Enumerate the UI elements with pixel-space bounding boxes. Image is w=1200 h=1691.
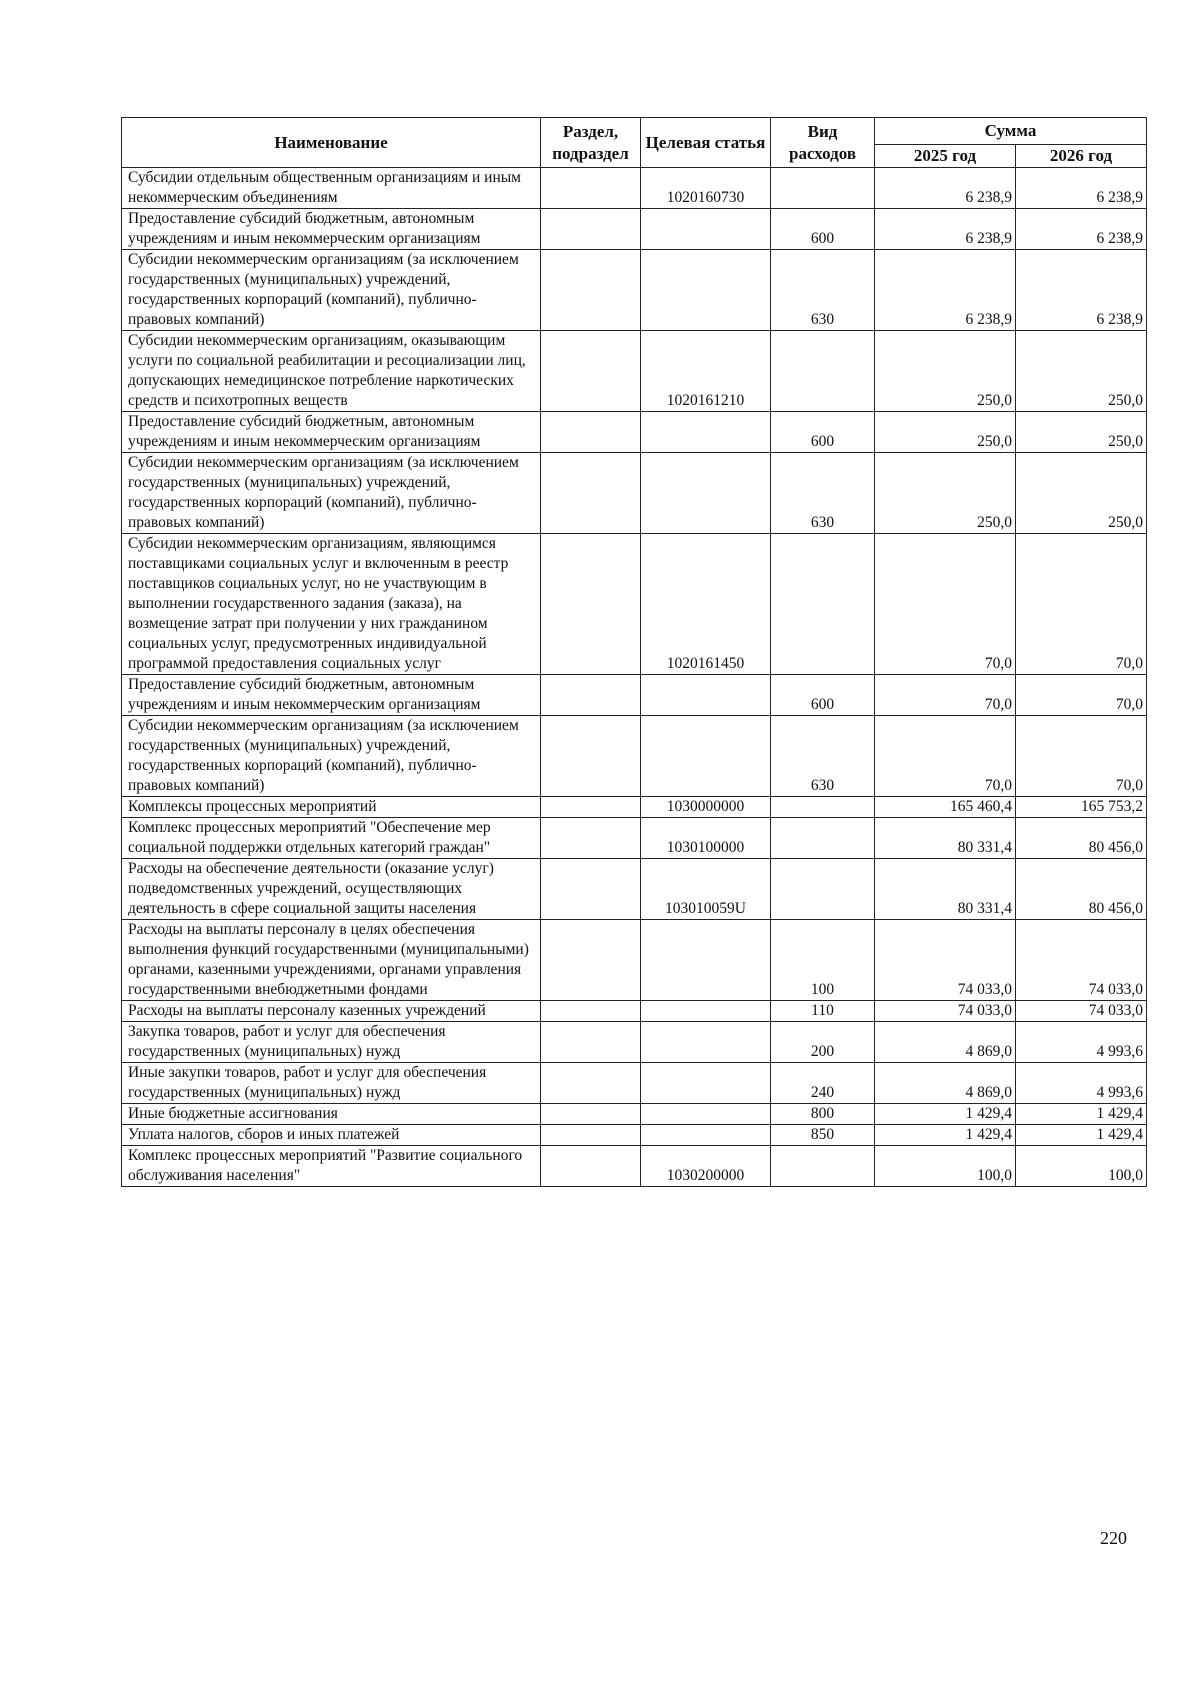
cell-target-article (641, 675, 771, 716)
cell-sum-2025: 70,0 (875, 716, 1016, 797)
cell-sum-2026: 1 429,4 (1016, 1104, 1147, 1125)
cell-sum-2026: 6 238,9 (1016, 168, 1147, 209)
cell-target-article: 1020161450 (641, 534, 771, 675)
cell-name: Расходы на выплаты персоналу казенных учреждений (122, 1001, 541, 1022)
cell-expense-type: 110 (771, 1001, 875, 1022)
table-row (122, 1146, 1147, 1187)
cell-target-article: 1030200000 (641, 1146, 771, 1187)
cell-name: Иные бюджетные ассигнования (122, 1104, 541, 1125)
cell-sum-2026: 74 033,0 (1016, 1001, 1147, 1022)
cell-name: Комплексы процессных мероприятий (122, 797, 541, 818)
cell-section (541, 412, 641, 453)
cell-target-article (641, 920, 771, 1001)
cell-section (541, 859, 641, 920)
cell-name: Закупка товаров, работ и услуг для обеспечения государственных (муниципальных) нужд (122, 1022, 541, 1063)
cell-section (541, 209, 641, 250)
cell-section (541, 1146, 641, 1187)
cell-section (541, 1104, 641, 1125)
cell-target-article (641, 1022, 771, 1063)
cell-expense-type: 100 (771, 920, 875, 1001)
cell-section (541, 1022, 641, 1063)
cell-section (541, 250, 641, 331)
cell-name: Субсидии некоммерческим организациям (за исключением государственных (муниципальных) учреждений, государственных корпораций (компаний), публично-правовых компаний) (122, 453, 541, 534)
cell-sum-2025: 70,0 (875, 534, 1016, 675)
table-row (122, 1125, 1147, 1146)
header-sum: Сумма (875, 118, 1147, 145)
table-row (122, 209, 1147, 250)
cell-section (541, 797, 641, 818)
table-row (122, 453, 1147, 534)
cell-expense-type: 800 (771, 1104, 875, 1125)
cell-section (541, 818, 641, 859)
cell-section (541, 1063, 641, 1104)
cell-sum-2026: 70,0 (1016, 716, 1147, 797)
cell-target-article: 1030000000 (641, 797, 771, 818)
cell-target-article (641, 1063, 771, 1104)
cell-name: Субсидии некоммерческим организациям (за исключением государственных (муниципальных) учреждений, государственных корпораций (компаний), публично-правовых компаний) (122, 716, 541, 797)
cell-target-article (641, 1104, 771, 1125)
cell-sum-2025: 6 238,9 (875, 209, 1016, 250)
cell-target-article: 1020160730 (641, 168, 771, 209)
cell-target-article: 1030100000 (641, 818, 771, 859)
cell-sum-2025: 80 331,4 (875, 859, 1016, 920)
table-row (122, 675, 1147, 716)
cell-sum-2025: 6 238,9 (875, 168, 1016, 209)
cell-name: Субсидии некоммерческим организациям, являющимся поставщиками социальных услуг и включенным в реестр поставщиков социальных услуг, но не участвующим в выполнении государственного задания (заказа), на возмещение затрат при получении у них гражданином социальных услуг, предусмотренных индивидуальной программой предоставления социальных услуг (122, 534, 541, 675)
cell-target-article (641, 1125, 771, 1146)
table-row (122, 1104, 1147, 1125)
cell-sum-2025: 250,0 (875, 453, 1016, 534)
table-row (122, 797, 1147, 818)
cell-target-article (641, 1001, 771, 1022)
cell-name: Предоставление субсидий бюджетным, автономным учреждениям и иным некоммерческим организациям (122, 675, 541, 716)
cell-name: Иные закупки товаров, работ и услуг для обеспечения государственных (муниципальных) нужд (122, 1063, 541, 1104)
cell-section (541, 331, 641, 412)
header-expense-type: Вид расходов (771, 118, 875, 168)
cell-sum-2026: 80 456,0 (1016, 859, 1147, 920)
cell-sum-2026: 250,0 (1016, 453, 1147, 534)
cell-sum-2026: 74 033,0 (1016, 920, 1147, 1001)
cell-sum-2026: 6 238,9 (1016, 209, 1147, 250)
table-row (122, 818, 1147, 859)
cell-sum-2025: 165 460,4 (875, 797, 1016, 818)
cell-name: Комплекс процессных мероприятий "Развитие социального обслуживания населения" (122, 1146, 541, 1187)
table-row (122, 534, 1147, 675)
cell-sum-2026: 250,0 (1016, 412, 1147, 453)
cell-sum-2026: 1 429,4 (1016, 1125, 1147, 1146)
cell-sum-2026: 4 993,6 (1016, 1022, 1147, 1063)
cell-section (541, 716, 641, 797)
table-row (122, 1063, 1147, 1104)
cell-section (541, 534, 641, 675)
cell-sum-2026: 70,0 (1016, 675, 1147, 716)
cell-section (541, 1001, 641, 1022)
cell-expense-type: 850 (771, 1125, 875, 1146)
table-row (122, 1022, 1147, 1063)
cell-sum-2025: 4 869,0 (875, 1063, 1016, 1104)
table-row (122, 412, 1147, 453)
cell-expense-type: 240 (771, 1063, 875, 1104)
cell-sum-2025: 250,0 (875, 331, 1016, 412)
cell-target-article (641, 453, 771, 534)
cell-name: Расходы на обеспечение деятельности (оказание услуг) подведомственных учреждений, осуществляющих деятельность в сфере социальной защиты населения (122, 859, 541, 920)
table-row (122, 331, 1147, 412)
cell-expense-type (771, 797, 875, 818)
header-name: Наименование (122, 118, 541, 168)
header-section: Раздел, подраздел (541, 118, 641, 168)
table-row (122, 250, 1147, 331)
cell-section (541, 675, 641, 716)
cell-target-article (641, 716, 771, 797)
cell-name: Субсидии некоммерческим организациям (за исключением государственных (муниципальных) учреждений, государственных корпораций (компаний), публично-правовых компаний) (122, 250, 541, 331)
cell-sum-2025: 74 033,0 (875, 920, 1016, 1001)
header-year-2025: 2025 год (875, 145, 1016, 168)
cell-expense-type: 600 (771, 675, 875, 716)
header-target-article: Целевая статья (641, 118, 771, 168)
cell-sum-2025: 80 331,4 (875, 818, 1016, 859)
cell-name: Предоставление субсидий бюджетным, автономным учреждениям и иным некоммерческим организациям (122, 412, 541, 453)
cell-sum-2025: 6 238,9 (875, 250, 1016, 331)
table-row (122, 168, 1147, 209)
cell-name: Комплекс процессных мероприятий "Обеспечение мер социальной поддержки отдельных категорий граждан" (122, 818, 541, 859)
cell-section (541, 920, 641, 1001)
table-row (122, 859, 1147, 920)
cell-sum-2025: 74 033,0 (875, 1001, 1016, 1022)
cell-expense-type: 200 (771, 1022, 875, 1063)
cell-name: Субсидии некоммерческим организациям, оказывающим услуги по социальной реабилитации и ресоциализации лиц, допускающих немедицинское потребление наркотических средств и психотропных веществ (122, 331, 541, 412)
cell-expense-type (771, 859, 875, 920)
cell-sum-2026: 100,0 (1016, 1146, 1147, 1187)
cell-section (541, 453, 641, 534)
cell-section (541, 168, 641, 209)
cell-target-article (641, 209, 771, 250)
cell-name: Предоставление субсидий бюджетным, автономным учреждениям и иным некоммерческим организациям (122, 209, 541, 250)
page-number: 220 (1100, 1528, 1127, 1548)
cell-expense-type: 630 (771, 250, 875, 331)
cell-expense-type (771, 534, 875, 675)
budget-table (121, 117, 1147, 1187)
cell-expense-type (771, 331, 875, 412)
cell-expense-type: 600 (771, 412, 875, 453)
cell-name: Субсидии отдельным общественным организациям и иным некоммерческим объединениям (122, 168, 541, 209)
cell-sum-2025: 1 429,4 (875, 1125, 1016, 1146)
cell-sum-2025: 100,0 (875, 1146, 1016, 1187)
table-row (122, 1001, 1147, 1022)
header-year-2026: 2026 год (1016, 145, 1147, 168)
cell-expense-type (771, 168, 875, 209)
cell-expense-type: 630 (771, 453, 875, 534)
cell-expense-type: 600 (771, 209, 875, 250)
cell-sum-2026: 80 456,0 (1016, 818, 1147, 859)
cell-target-article (641, 250, 771, 331)
cell-target-article (641, 412, 771, 453)
table-row (122, 920, 1147, 1001)
cell-expense-type (771, 818, 875, 859)
cell-expense-type (771, 1146, 875, 1187)
cell-sum-2025: 70,0 (875, 675, 1016, 716)
table-row (122, 716, 1147, 797)
cell-sum-2026: 4 993,6 (1016, 1063, 1147, 1104)
cell-name: Расходы на выплаты персоналу в целях обеспечения выполнения функций государственными (муниципальными) органами, казенными учреждениями, органами управления государственными внебюджетными фондами (122, 920, 541, 1001)
cell-section (541, 1125, 641, 1146)
cell-name: Уплата налогов, сборов и иных платежей (122, 1125, 541, 1146)
cell-target-article: 103010059U (641, 859, 771, 920)
cell-target-article: 1020161210 (641, 331, 771, 412)
table-body (122, 168, 1147, 1187)
cell-expense-type: 630 (771, 716, 875, 797)
cell-sum-2025: 1 429,4 (875, 1104, 1016, 1125)
cell-sum-2025: 250,0 (875, 412, 1016, 453)
cell-sum-2026: 70,0 (1016, 534, 1147, 675)
cell-sum-2026: 6 238,9 (1016, 250, 1147, 331)
cell-sum-2026: 250,0 (1016, 331, 1147, 412)
cell-sum-2026: 165 753,2 (1016, 797, 1147, 818)
cell-sum-2025: 4 869,0 (875, 1022, 1016, 1063)
